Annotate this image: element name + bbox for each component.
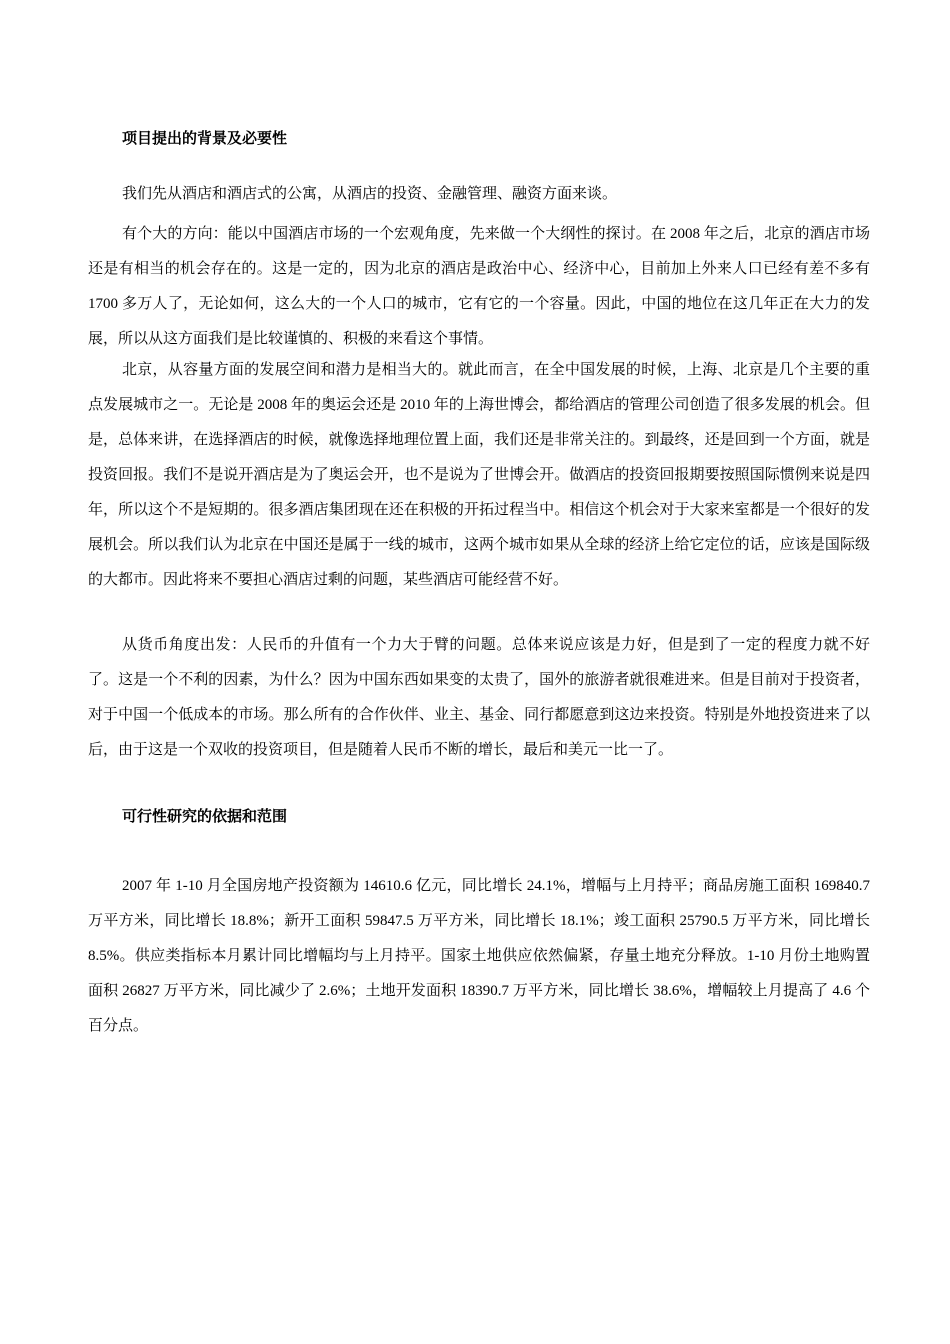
paragraph-direction: 有个大的方向：能以中国酒店市场的一个宏观角度，先来做一个大纲性的探讨。在 2008 年之后，北京的酒店市场还是有相当的机会存在的。这是一定的，因为北京的酒店是政治中心、经济中心，目前加上外来人口已经有差不多有 1700 多万人了，无论如何，这么大的一个人口的城市，它有它的一个容量。因此，中国的地位在这几年正在大力的发展，所以从这方面我们是比较谨慎的、积极的来看这个事情。 [88, 226, 870, 347]
paragraph-currency: 从货币角度出发：人民币的升值有一个力大于臂的问题。总体来说应该是力好，但是到了一定的程度力就不好了。这是一个不利的因素，为什么？因为中国东西如果变的太贵了，国外的旅游者就很难进来。但是目前对于投资者，对于中国一个低成本的市场。那么所有的合作伙伴、业主、基金、同行都愿意到这边来投资。特别是外地投资进来了以后，由于这是一个双收的投资项目，但是随着人民币不断的增长，最后和美元一比一了。 [88, 637, 870, 758]
paragraph-beijing: 北京，从容量方面的发展空间和潜力是相当大的。就此而言，在全中国发展的时候，上海、北京是几个主要的重点发展城市之一。无论是 2008 年的奥运会还是 2010 年的上海世博会，都给酒店的管理公司创造了很多发展的机会。但是，总体来讲，在选择酒店的时候，就像选择地理位置上面，我们还是非常关注的。到最终，还是回到一个方面，就是投资回报。我们不是说开酒店是为了奥运会开，也不是说为了世博会开。做酒店的投资回报期要按照国际惯例来说是四年，所以这个不是短期的。很多酒店集团现在还在积极的开拓过程当中。相信这个机会对于大家来室都是一个很好的发展机会。所以我们认为北京在中国还是属于一线的城市，这两个城市如果从全球的经济上给它定位的话，应该是国际级的大都市。因此将来不要担心酒店过剩的问题，某些酒店可能经营不好。 [88, 362, 870, 588]
paragraph-intro: 我们先从酒店和酒店式的公寓，从酒店的投资、金融管理、融资方面来谈。 [122, 186, 618, 202]
section-heading-feasibility: 可行性研究的依据和范围 [122, 807, 288, 825]
paragraph-statistics: 2007 年 1-10 月全国房地产投资额为 14610.6 亿元，同比增长 24.1%，增幅与上月持平；商品房施工面积 169840.7 万平方米，同比增长 18.8%；新开工面积 59847.5 万平方米，同比增长 18.1%；竣工面积 25790.5 万平方米，同比增长 8.5%。供应类指标本月累计同比增幅均与上月持平。国家土地供应依然偏紧，存量土地充分释放。1-10 月份土地购置面积 26827 万平方米，同比减少了 2.6%；土地开发面积 18390.7 万平方米，同比增长 38.6%，增幅较上月提高了 4.6 个百分点。 [88, 878, 870, 1034]
section-heading-background: 项目提出的背景及必要性 [122, 129, 288, 147]
